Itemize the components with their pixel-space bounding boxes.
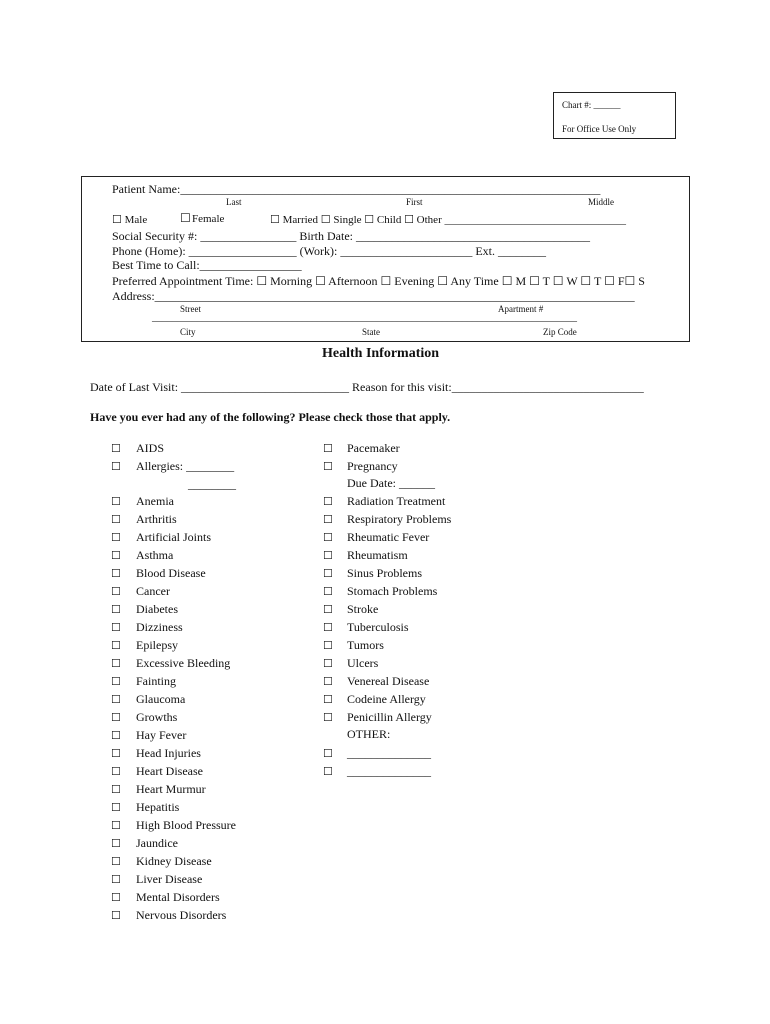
condition-label-blood-disease: Blood Disease <box>136 566 206 580</box>
other-condition-field[interactable]: ______________ <box>347 746 431 760</box>
city-label: City <box>180 327 196 337</box>
condition-checkbox[interactable]: ☐ <box>111 910 121 922</box>
condition-label-venereal-disease: Venereal Disease <box>347 674 430 688</box>
condition-checkbox[interactable]: ☐ <box>111 820 121 832</box>
condition-checkbox[interactable]: ☐ <box>323 712 333 724</box>
condition-label-tumors: Tumors <box>347 638 384 652</box>
condition-label-penicillin-allergy: Penicillin Allergy <box>347 710 432 724</box>
condition-checkbox[interactable]: ☐ <box>323 622 333 634</box>
condition-label-allergies: Allergies: ________ <box>136 459 235 473</box>
condition-checkbox[interactable]: ☐ <box>111 730 121 742</box>
allergies-extra-field[interactable]: ________ <box>188 477 236 491</box>
condition-checkbox[interactable]: ☐ <box>111 676 121 688</box>
condition-label-diabetes: Diabetes <box>136 602 178 616</box>
condition-checkbox[interactable]: ☐ <box>111 874 121 886</box>
apartment-label: Apartment # <box>498 304 544 314</box>
condition-label-heart-disease: Heart Disease <box>136 764 203 778</box>
condition-label-pregnancy: Pregnancy <box>347 459 398 473</box>
condition-label-excessive-bleeding: Excessive Bleeding <box>136 656 231 670</box>
zip-code-label: Zip Code <box>543 327 577 337</box>
preferred-time-options[interactable]: Preferred Appointment Time: ☐ Morning ☐ Afternoon ☐ Evening ☐ Any Time ☐ M ☐ T ☐ W ☐ T ☐ F☐ S <box>112 274 645 288</box>
condition-label-sinus-problems: Sinus Problems <box>347 566 423 580</box>
condition-checkbox[interactable]: ☐ <box>111 550 121 562</box>
condition-checkbox[interactable]: ☐ <box>111 856 121 868</box>
condition-checkbox[interactable]: ☐ <box>323 443 333 455</box>
condition-label-due-date[interactable]: Due Date: ______ <box>347 476 435 490</box>
condition-checkbox[interactable]: ☐ <box>111 748 121 760</box>
condition-checkbox[interactable]: ☐ <box>111 784 121 796</box>
condition-checkbox[interactable]: ☐ <box>111 892 121 904</box>
last-name-label: Last <box>226 197 242 207</box>
condition-checkbox[interactable]: ☐ <box>111 694 121 706</box>
chart-number-field[interactable]: Chart #: ______ <box>562 100 621 110</box>
condition-checkbox[interactable]: ☐ <box>111 443 121 455</box>
city-state-zip-field[interactable]: _____________________________________________________________________________________ <box>152 312 577 323</box>
condition-label-high-blood-pressure: High Blood Pressure <box>136 818 236 832</box>
conditions-question: Have you ever had any of the following? Please check those that apply. <box>90 410 451 424</box>
office-use-label: For Office Use Only <box>562 124 637 134</box>
phone-field[interactable]: Phone (Home): __________________ (Work): ______________________ Ext. ________ <box>112 244 547 258</box>
best-time-field[interactable]: Best Time to Call:_________________ <box>112 258 302 272</box>
condition-checkbox[interactable]: ☐ <box>323 532 333 544</box>
condition-checkbox[interactable]: ☐ <box>323 748 333 760</box>
condition-checkbox[interactable]: ☐ <box>323 586 333 598</box>
condition-label-glaucoma: Glaucoma <box>136 692 186 706</box>
patient-name-field[interactable]: Patient Name:______________________________________________________________________ <box>112 182 601 196</box>
male-checkbox[interactable]: ☐ Male <box>112 214 148 226</box>
middle-name-label: Middle <box>588 197 614 207</box>
condition-checkbox[interactable]: ☐ <box>323 694 333 706</box>
condition-label-ulcers: Ulcers <box>347 656 379 670</box>
condition-label-hay-fever: Hay Fever <box>136 728 187 742</box>
condition-label-kidney-disease: Kidney Disease <box>136 854 212 868</box>
female-checkbox[interactable]: ☐ <box>180 211 191 225</box>
condition-checkbox[interactable]: ☐ <box>111 658 121 670</box>
condition-checkbox[interactable]: ☐ <box>323 604 333 616</box>
female-label: Female <box>192 213 225 225</box>
first-name-label: First <box>406 197 423 207</box>
street-label: Street <box>180 304 201 314</box>
condition-label-other: OTHER: <box>347 727 391 741</box>
condition-checkbox[interactable]: ☐ <box>111 766 121 778</box>
condition-checkbox[interactable]: ☐ <box>111 802 121 814</box>
health-info-title: Health Information <box>322 346 440 361</box>
condition-checkbox[interactable]: ☐ <box>323 514 333 526</box>
condition-label-stomach-problems: Stomach Problems <box>347 584 438 598</box>
condition-checkbox[interactable]: ☐ <box>111 604 121 616</box>
condition-checkbox[interactable]: ☐ <box>111 514 121 526</box>
condition-checkbox[interactable]: ☐ <box>111 586 121 598</box>
condition-label-codeine-allergy: Codeine Allergy <box>347 692 426 706</box>
condition-label-dizziness: Dizziness <box>136 620 183 634</box>
condition-label-radiation-treatment: Radiation Treatment <box>347 494 446 508</box>
condition-checkbox[interactable]: ☐ <box>111 461 121 473</box>
condition-checkbox[interactable]: ☐ <box>111 568 121 580</box>
condition-checkbox[interactable]: ☐ <box>111 622 121 634</box>
condition-label-asthma: Asthma <box>136 548 174 562</box>
condition-label-heart-murmur: Heart Murmur <box>136 782 206 796</box>
condition-label-mental-disorders: Mental Disorders <box>136 890 220 904</box>
condition-label-fainting: Fainting <box>136 674 177 688</box>
condition-label-arthritis: Arthritis <box>136 512 177 526</box>
condition-checkbox[interactable]: ☐ <box>111 712 121 724</box>
condition-label-jaundice: Jaundice <box>136 836 178 850</box>
condition-checkbox[interactable]: ☐ <box>111 496 121 508</box>
condition-label-tuberculosis: Tuberculosis <box>347 620 409 634</box>
condition-checkbox[interactable]: ☐ <box>323 496 333 508</box>
last-visit-reason-field[interactable]: Date of Last Visit: ____________________________ Reason for this visit:________________________________ <box>90 380 644 394</box>
condition-label-rheumatism: Rheumatism <box>347 548 408 562</box>
ssn-birthdate-field[interactable]: Social Security #: ________________ Birth Date: _______________________________________ <box>112 229 590 243</box>
address-field[interactable]: Address:________________________________________________________________________________ <box>112 289 635 303</box>
condition-checkbox[interactable]: ☐ <box>323 568 333 580</box>
office-use-box <box>553 92 676 139</box>
condition-label-respiratory-problems: Respiratory Problems <box>347 512 452 526</box>
condition-label-head-injuries: Head Injuries <box>136 746 201 760</box>
condition-label-epilepsy: Epilepsy <box>136 638 178 652</box>
condition-checkbox[interactable]: ☐ <box>111 838 121 850</box>
condition-checkbox[interactable]: ☐ <box>111 640 121 652</box>
condition-checkbox[interactable]: ☐ <box>323 640 333 652</box>
other-condition-field[interactable]: ______________ <box>347 764 431 778</box>
condition-label-nervous-disorders: Nervous Disorders <box>136 908 227 922</box>
condition-label-anemia: Anemia <box>136 494 174 508</box>
condition-label-growths: Growths <box>136 710 178 724</box>
condition-label-liver-disease: Liver Disease <box>136 872 203 886</box>
condition-checkbox[interactable]: ☐ <box>323 676 333 688</box>
condition-checkbox[interactable]: ☐ <box>323 461 333 473</box>
condition-checkbox[interactable]: ☐ <box>323 658 333 670</box>
condition-label-cancer: Cancer <box>136 584 170 598</box>
condition-label-artificial-joints: Artificial Joints <box>136 530 211 544</box>
condition-label-rheumatic-fever: Rheumatic Fever <box>347 530 430 544</box>
state-label: State <box>362 327 380 337</box>
condition-label-stroke: Stroke <box>347 602 379 616</box>
condition-checkbox[interactable]: ☐ <box>323 766 333 778</box>
marital-status-options[interactable]: ☐ Married ☐ Single ☐ Child ☐ Other _________________________________ <box>270 214 626 226</box>
condition-label-aids: AIDS <box>136 441 165 455</box>
condition-label-pacemaker: Pacemaker <box>347 441 400 455</box>
condition-label-hepatitis: Hepatitis <box>136 800 180 814</box>
condition-checkbox[interactable]: ☐ <box>111 532 121 544</box>
condition-checkbox[interactable]: ☐ <box>323 550 333 562</box>
